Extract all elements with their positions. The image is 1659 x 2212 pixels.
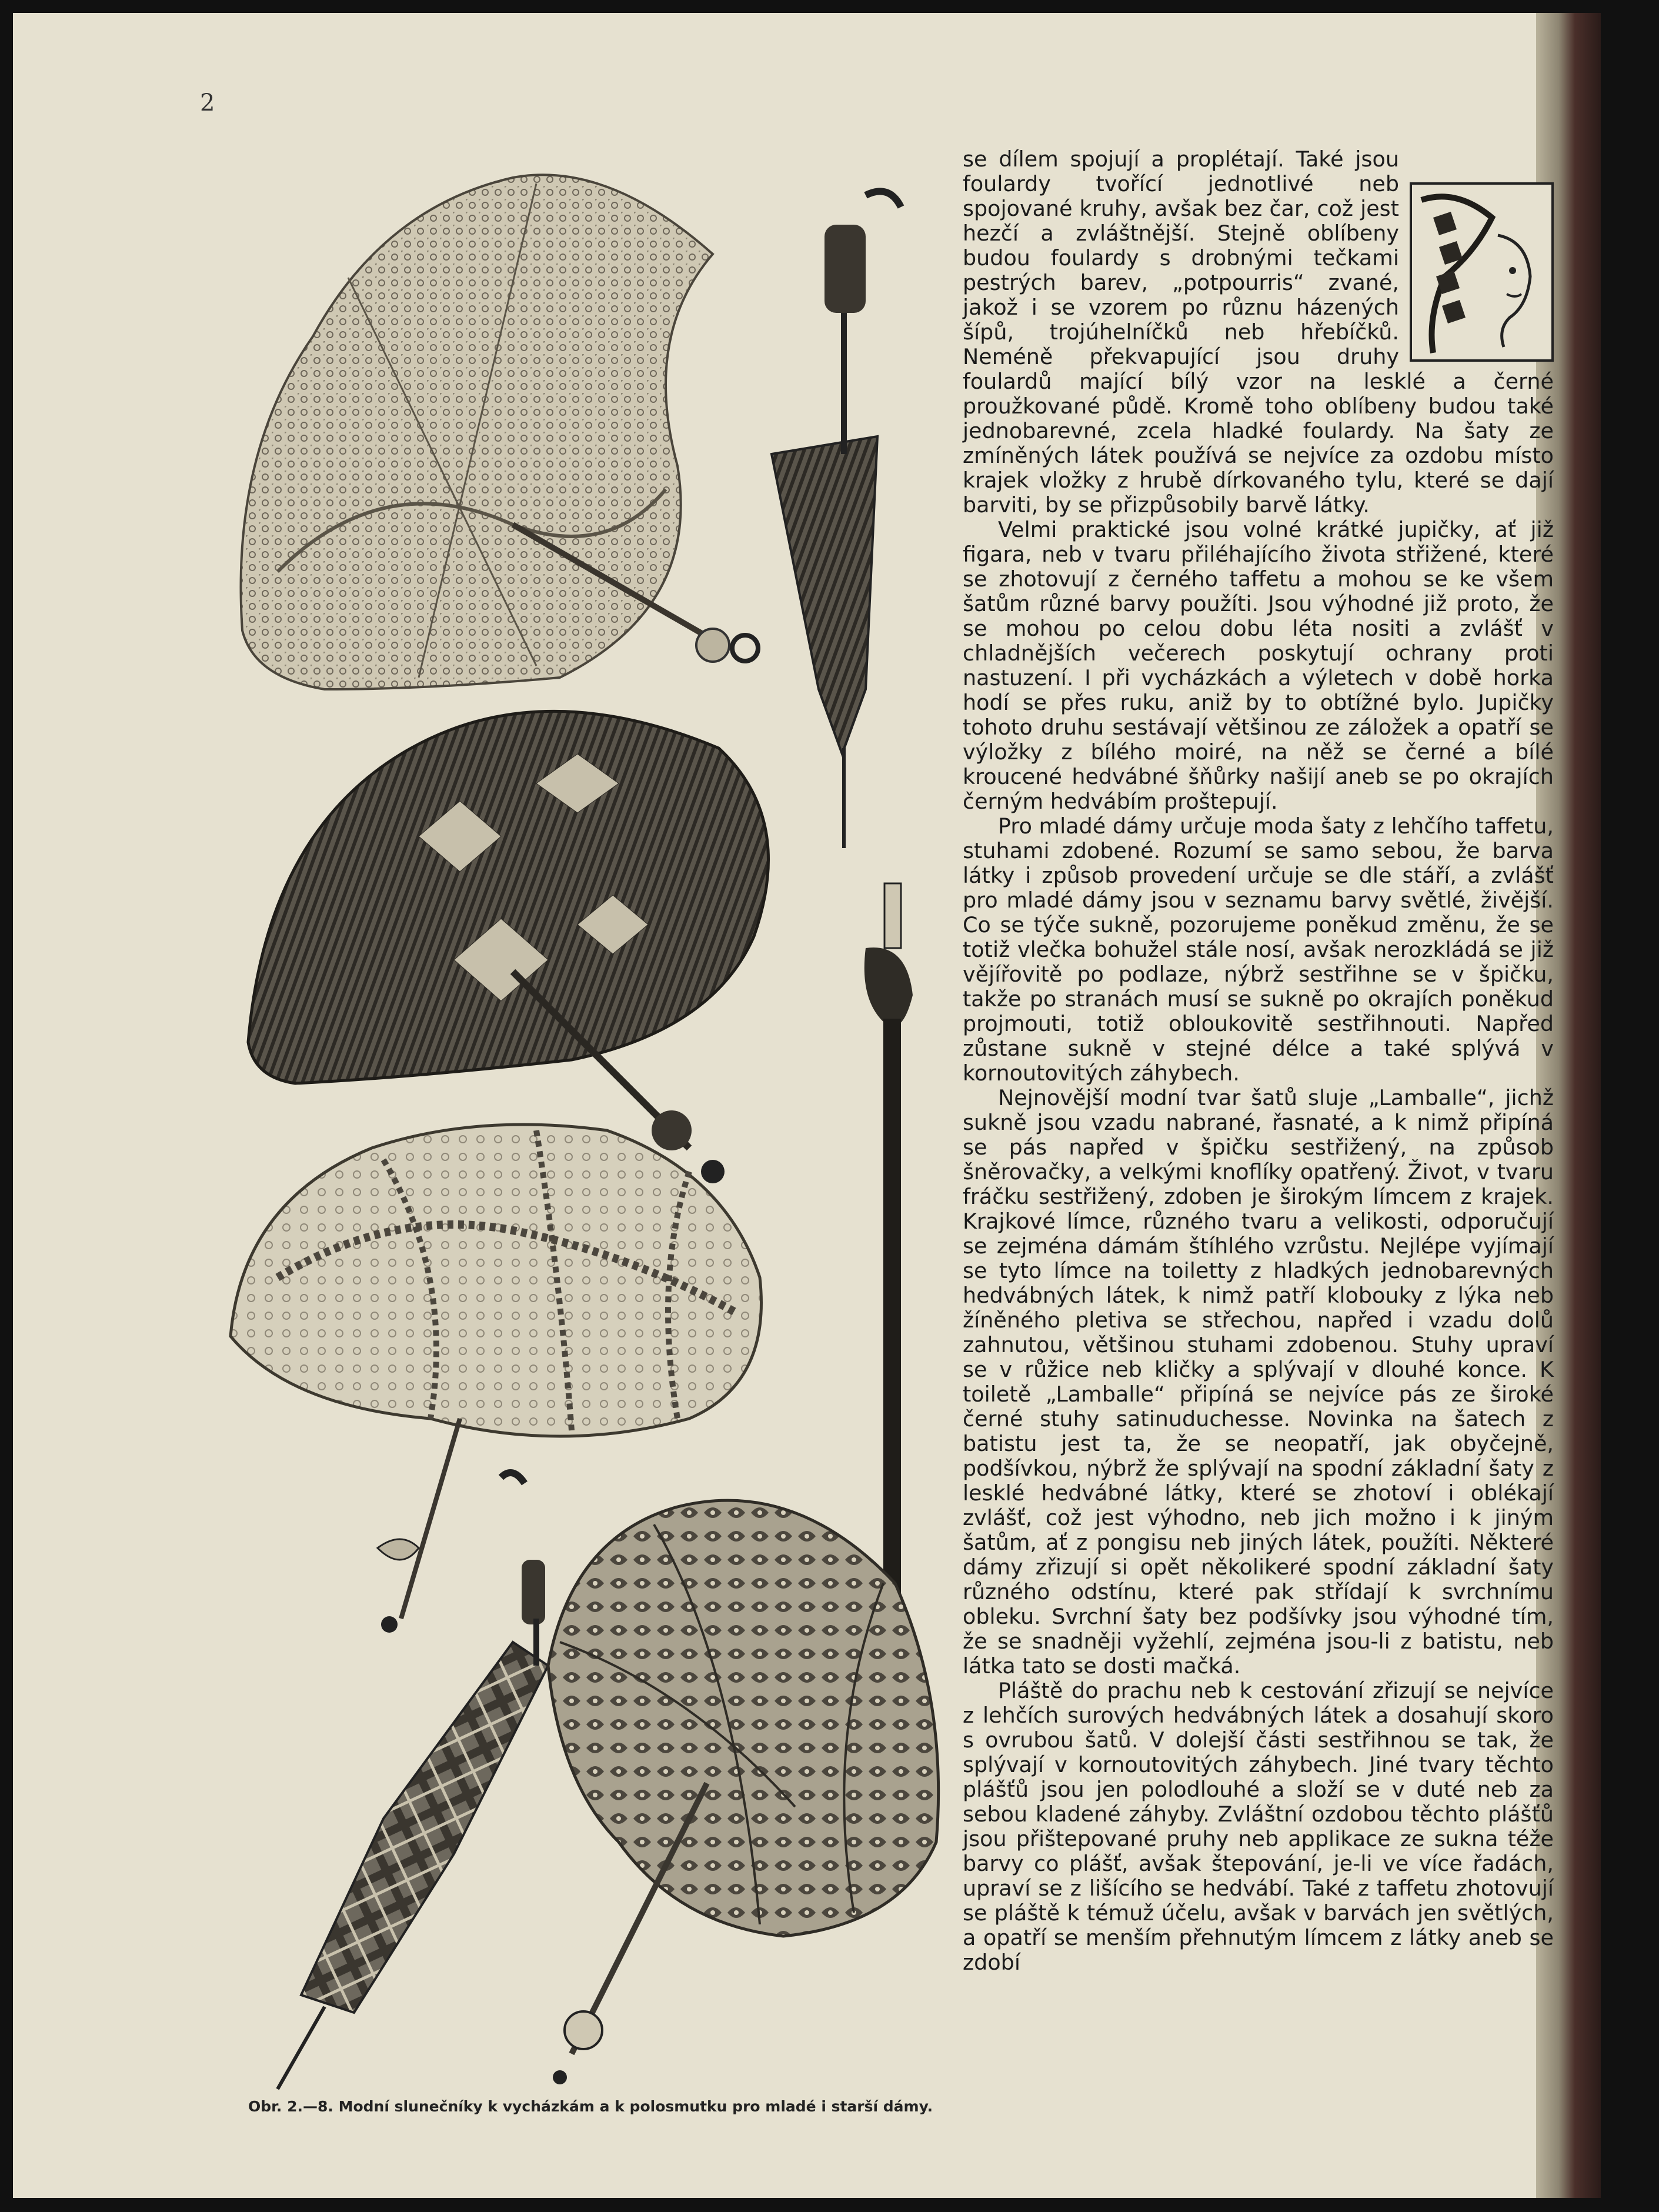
lace-parasol-icon xyxy=(241,175,759,689)
art-nouveau-woman-icon xyxy=(1410,182,1554,362)
parasol-illustration xyxy=(207,160,960,2095)
article-text xyxy=(963,147,1554,1975)
paragraph-mlade-damy: Pro mladé dámy určuje moda šaty z lehčího taffetu, stuhami zdobené. Rozumí se samo sebou, že barva látky i způsob provedení určuje se dle stáří, a zvlášť pro mladé dámy jsou v seznamu barvy světlé, živější. Co se týče sukně, pozorujeme poněkud změnu, že se totiž vlečka bohužel stále nosí, avšak nerozkládá se již vějířovitě po podlaze, nýbrž sestřihne se v špičku, takže po stranách musí se sukně po okrajích poněkud projmouti, totiž obloukovitě sestřihnouti. Napřed zůstane sukně v stejné délce a také splývá v kornoutovitých záhybech. xyxy=(963,813,1554,1086)
figure-caption: Obr. 2.—8. Modní slunečníky k vycházkám a k polosmutku pro mladé i starší dámy. xyxy=(248,2098,933,2115)
furled-umbrella-icon xyxy=(772,191,901,848)
magazine-page xyxy=(13,13,1601,2198)
paragraph-plaste: Pláště do prachu neb k cestování zřizují se nejvíce z lehčích surových hedvábných látek a dosahují skoro s ovrubou šatů. V dolejší části sestřihnou se tak, že splývají v kornoutovitých záhybech. Jiné tvary těchto plášťů jsou jen polodlouhé a složí se v duté neb za sebou kladené záhyby. Zvláštní ozdobou těchto plášťů jsou přištepované pruhy neb applikace ze sukna téže barvy co plášť, avšak štepování, je-li ve více řadách, upraví se z lišícího se hedvábí. Také z taffetu zhotovují se pláště k témuž účelu, avšak v barvách jen světlých, a opatří se menším přehnutým límcem z látky aneb se zdobí xyxy=(963,1678,1554,1975)
paragraph-jupicky: Velmi praktické jsou volné krátké jupičky, ať již figara, neb v tvaru přiléhajícího života střižené, které se zhotovují z černého taffetu a mohou se ke všem šatům různé barvy použíti. Jsou výhodné již proto, že se mohou po celou dobu léta nositi a zvlášť v chladnějších večerech poskytují ochrany proti nastuzení. I při vycházkách a výletech v době horka hodí se přes ruku, aniž by to obtížné bylo. Jupičky tohoto druhu sestávají většinou ze záložek a opatří se výložky z bílého moiré, na něž se černé a bílé kroucené hedvábné šňůrky našijí aneb se po okrajích černým hedvábím proštepují. xyxy=(963,517,1554,814)
page-number: 2 xyxy=(200,89,215,116)
brocade-parasol-icon xyxy=(548,1500,939,2084)
ruffled-parasol-icon xyxy=(248,711,769,1183)
plaid-umbrella-icon xyxy=(278,1473,548,2089)
paragraph-foulards: se dílem spojují a proplétají. Také jsou foulardy tvořící jednotlivé neb spojované kruhy, avšak bez čar, což jest hezčí a zvláštnější. Stejně oblíbeny budou foulardy s drobnými tečkami pestrých barev, „potpourris“ zvané, jakož i se vzorem po různu házených šípů, trojúhelníčků neb hřebíčků. Neméně překvapující jsou druhy foulardů mající bílý vzor na lesklé a černé proužkované půdě. Kromě toho oblíbeny budou také jednobarevné, zcela hladké foulardy. Na šaty ze zmíněných látek používá se nejvíce za ozdobu místo krajek vložky z hrubě dírkovaného tylu, které se dají barviti, by se přizpůsobily barvě látky. xyxy=(963,146,1554,518)
paragraph-lamballe: Nejnovější modní tvar šatů sluje „Lamballe“, jichž sukně jsou vzadu nabrané, řasnaté, a k nimž připíná se pás napřed v špičku sestřižený, na způsob šněrovačky, a velkými knoflíky opatřený. Život, v tvaru fráčku sestřižený, zdoben je širokým límcem z krajek. Krajkové límce, různého tvaru a velikosti, odporučují se zejména dámám štíhlého vzrůstu. Nejlépe vyjímají se tyto límce na toiletty z hladkých jednobarevných hedvábných látek, k nimž patří klobouky z lýka neb žíněného pletiva se střechou, napřed i vzadu dolů zahnutou, většinou stuhami zdobenou. Stuhy upraví se v růžice neb kličky a splývají v dlouhé konce. K toiletě „Lamballe“ připíná se nejvíce pás ze široké černé stuhy satinuduchesse. Novinka na šatech z batistu jest ta, že se neopatří, jak obyčejně, podšívkou, nýbrž že splývají na spodní základní šaty z lesklé hedvábné látky, které se zhotoví i oblékají zvlášť, což jest výhodno, neb jich možno i k jiným šatům, ať z pongisu neb jiných látek, použíti. Některé dámy zřizují si opět několikeré spodní základní šaty různého odstínu, které pak střídají k svrchnímu obleku. Svrchní šaty bez podšívky jsou výhodné tím, že se snadněji vyžehlí, zejména jsou-li z batistu, neb látka tato se dosti mačká. xyxy=(963,1085,1554,1679)
